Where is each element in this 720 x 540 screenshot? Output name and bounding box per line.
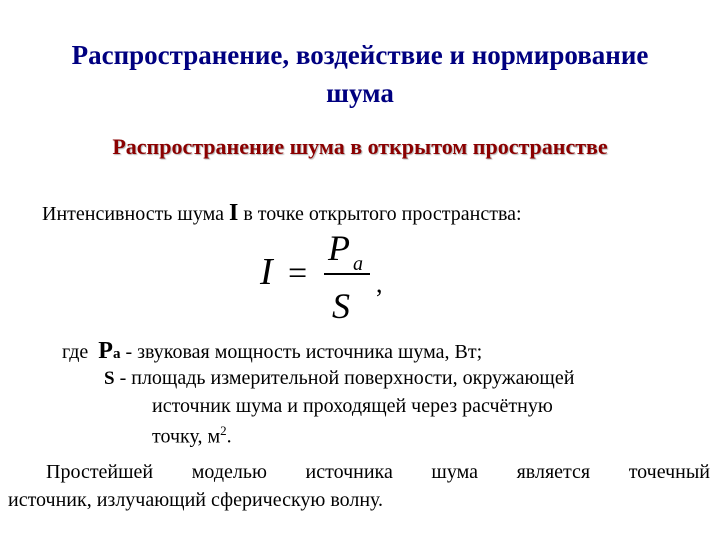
s-symbol: S <box>104 368 115 389</box>
formula-numerator-sub: a <box>353 253 363 275</box>
intensity-symbol: I <box>228 200 239 226</box>
formula-denominator: S <box>332 286 350 326</box>
formula-numerator: P <box>328 228 350 268</box>
s-text-line1: - площадь измерительной поверхности, окружающей <box>114 367 575 389</box>
pa-subscript: a <box>112 346 121 362</box>
s-text-line3 <box>152 423 232 449</box>
s-text-line3-suffix: . <box>226 425 232 448</box>
model-paragraph <box>8 458 710 514</box>
intensity-line <box>42 200 522 227</box>
paragraph-line1: Простейшей моделью источника шума является точечный <box>46 461 710 483</box>
intensity-suffix: в точке открытого пространства: <box>238 203 522 225</box>
formula-comma: , <box>376 269 383 298</box>
intensity-prefix: Интенсивность шума <box>42 203 229 225</box>
definition-s <box>104 367 574 390</box>
formula-equals: = <box>288 255 308 292</box>
paragraph-line2: источник, излучающий сферическую волну. <box>8 489 384 511</box>
intensity-formula <box>258 226 398 326</box>
s-text-line3-sup: 2 <box>220 423 227 438</box>
pa-text: - звуковая мощность источника шума, Вт; <box>120 341 483 363</box>
s-text-line2: источник шума и проходящей через расчётную <box>152 395 553 417</box>
slide-subtitle: Распространение шума в открытом пространстве <box>112 134 608 159</box>
definition-pa <box>62 338 482 365</box>
slide-title <box>0 36 720 112</box>
s-text-line3-prefix: точку, м <box>152 425 221 448</box>
slide-title-line2: шума <box>326 78 394 108</box>
formula-lhs: I <box>260 251 273 293</box>
pa-symbol: P <box>98 338 113 364</box>
where-label: где <box>62 341 89 363</box>
slide-title-line1: Распространение, воздействие и нормирование <box>71 40 649 70</box>
